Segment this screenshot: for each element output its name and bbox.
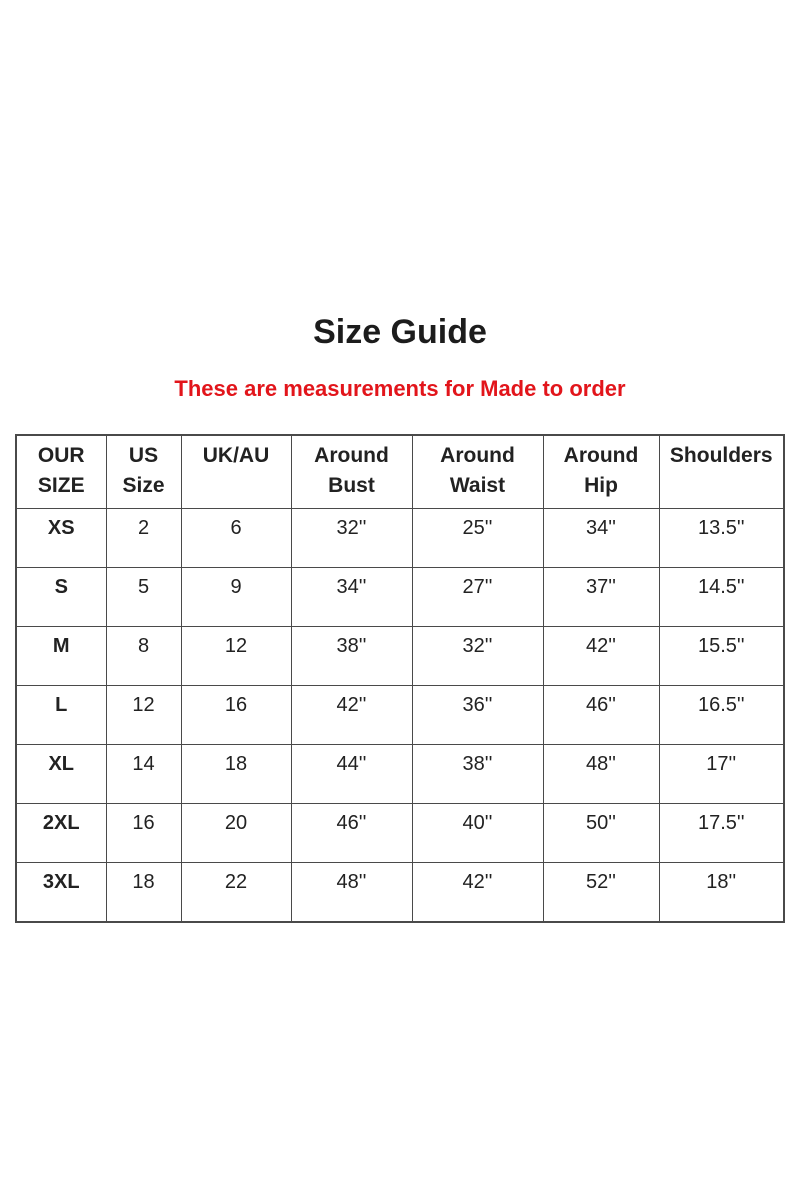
cell-hip: 37'': [543, 568, 659, 627]
header-line: Bust: [328, 474, 375, 497]
header-shoulders: [659, 435, 784, 509]
header-line: Waist: [449, 474, 506, 497]
cell-size: XS: [16, 509, 106, 568]
cell-shoulders: 14.5'': [659, 568, 784, 627]
cell-us: 8: [106, 627, 181, 686]
cell-us: 12: [106, 686, 181, 745]
cell-ukau: 9: [181, 568, 291, 627]
header-our-size: [16, 435, 106, 509]
cell-shoulders: 17.5'': [659, 804, 784, 863]
header-line: Around: [440, 444, 515, 467]
header-line: Shoulders: [669, 444, 773, 467]
cell-bust: 48'': [291, 863, 412, 923]
cell-size: 3XL: [16, 863, 106, 923]
cell-shoulders: 16.5'': [659, 686, 784, 745]
cell-hip: 52'': [543, 863, 659, 923]
table-row-l: [16, 686, 784, 745]
header-around-bust: [291, 435, 412, 509]
table-row-xs: [16, 509, 784, 568]
cell-ukau: 18: [181, 745, 291, 804]
header-us-size: [106, 435, 181, 509]
table-row-2xl: [16, 804, 784, 863]
cell-hip: 48'': [543, 745, 659, 804]
cell-us: 14: [106, 745, 181, 804]
cell-us: 2: [106, 509, 181, 568]
cell-size: 2XL: [16, 804, 106, 863]
cell-shoulders: 17'': [659, 745, 784, 804]
cell-hip: 46'': [543, 686, 659, 745]
cell-waist: 40'': [412, 804, 543, 863]
header-line: Around: [314, 444, 389, 467]
cell-bust: 34'': [291, 568, 412, 627]
made-to-order-note: These are measurements for Made to order: [174, 376, 626, 401]
header-around-waist: [412, 435, 543, 509]
header-line: Hip: [584, 474, 618, 497]
cell-us: 18: [106, 863, 181, 923]
table-row-xl: [16, 745, 784, 804]
cell-bust: 32'': [291, 509, 412, 568]
cell-shoulders: 18'': [659, 863, 784, 923]
header-line: Size: [122, 474, 165, 497]
cell-shoulders: 15.5'': [659, 627, 784, 686]
cell-size: M: [16, 627, 106, 686]
cell-bust: 38'': [291, 627, 412, 686]
cell-us: 16: [106, 804, 181, 863]
cell-ukau: 6: [181, 509, 291, 568]
cell-bust: 42'': [291, 686, 412, 745]
cell-hip: 50'': [543, 804, 659, 863]
header-around-hip: [543, 435, 659, 509]
header-uk-au: [181, 435, 291, 509]
header-line: OUR: [37, 444, 85, 467]
table-row-3xl: [16, 863, 784, 923]
cell-size: XL: [16, 745, 106, 804]
cell-shoulders: 13.5'': [659, 509, 784, 568]
header-line: SIZE: [37, 474, 85, 497]
cell-hip: 34'': [543, 509, 659, 568]
header-line: UK/AU: [202, 444, 270, 467]
cell-size: S: [16, 568, 106, 627]
cell-ukau: 12: [181, 627, 291, 686]
cell-waist: 36'': [412, 686, 543, 745]
cell-ukau: 16: [181, 686, 291, 745]
header-line: US: [128, 444, 159, 467]
cell-hip: 42'': [543, 627, 659, 686]
cell-waist: 27'': [412, 568, 543, 627]
cell-waist: 42'': [412, 863, 543, 923]
header-line: Around: [563, 444, 639, 467]
cell-size: L: [16, 686, 106, 745]
cell-waist: 25'': [412, 509, 543, 568]
table-header-row: [16, 435, 784, 509]
cell-bust: 46'': [291, 804, 412, 863]
cell-bust: 44'': [291, 745, 412, 804]
table-row-s: [16, 568, 784, 627]
cell-ukau: 20: [181, 804, 291, 863]
cell-waist: 38'': [412, 745, 543, 804]
table-row-m: [16, 627, 784, 686]
size-guide-table: [15, 434, 785, 923]
page-title: Size Guide: [313, 313, 487, 351]
cell-ukau: 22: [181, 863, 291, 923]
cell-waist: 32'': [412, 627, 543, 686]
cell-us: 5: [106, 568, 181, 627]
